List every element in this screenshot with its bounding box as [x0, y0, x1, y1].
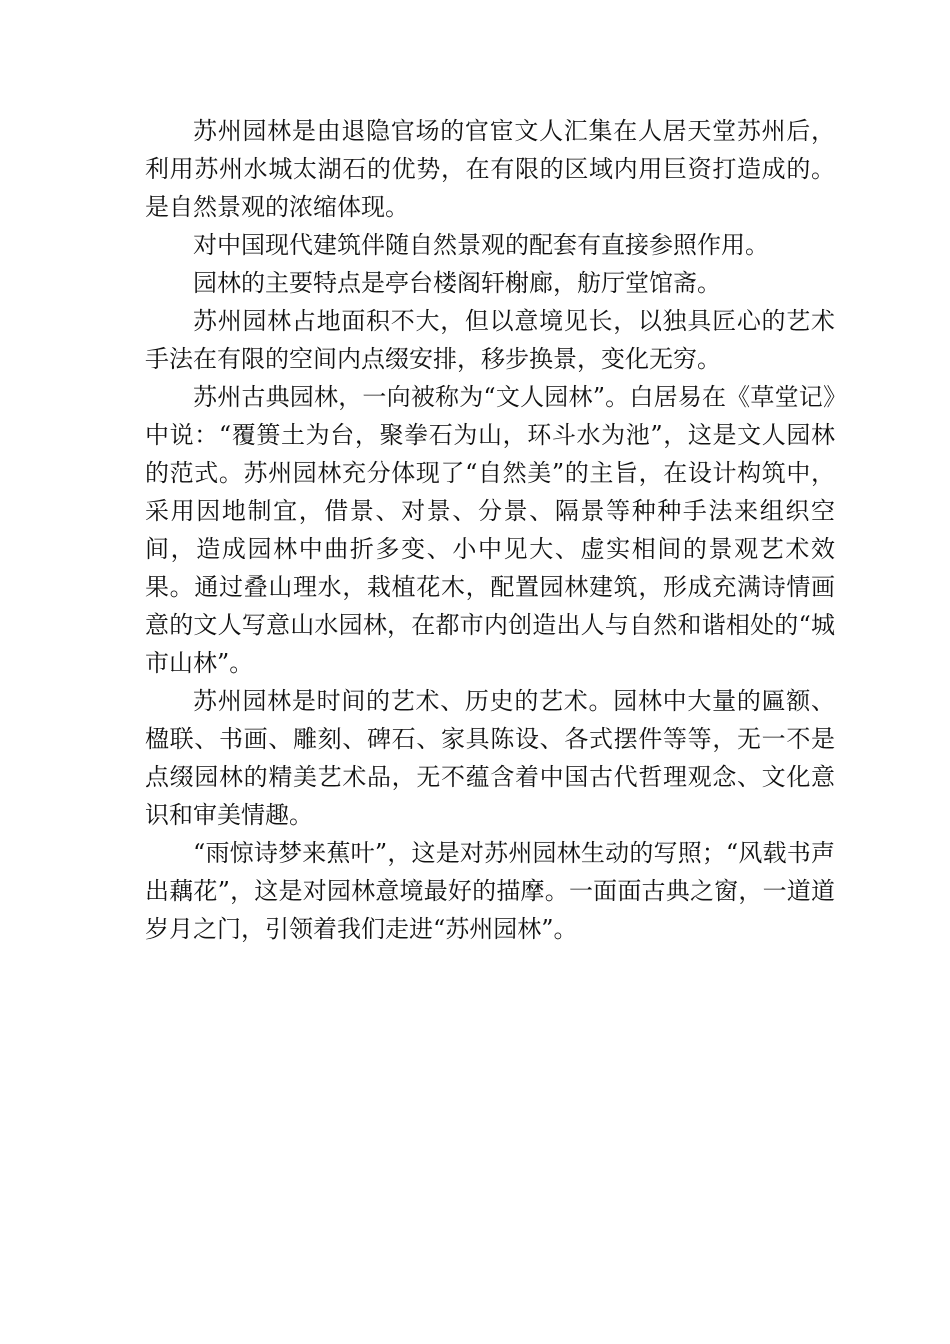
- paragraph-1: 苏州园林是由退隐官场的官宦文人汇集在人居天堂苏州后，利用苏州水城太湖石的优势，在有限的区域内用巨资打造成的。是自然景观的浓缩体现。: [145, 117, 835, 221]
- document-body: [145, 112, 835, 948]
- paragraph-6: 苏州园林是时间的艺术、历史的艺术。园林中大量的匾额、楹联、书画、雕刻、碑石、家具陈设、各式摆件等等，无一不是点缀园林的精美艺术品，无不蕴含着中国古代哲理观念、文化意识和审美情趣。: [145, 687, 835, 829]
- paragraph-3: 园林的主要特点是亭台楼阁轩榭廊，舫厅堂馆斋。: [193, 269, 721, 297]
- paragraph-7: “雨惊诗梦来蕉叶”，这是对苏州园林生动的写照；“风载书声出藕花”，这是对园林意境最好的描摩。一面面古典之窗，一道道岁月之门，引领着我们走进“苏州园林”。: [145, 839, 835, 943]
- paragraph-4: 苏州园林占地面积不大，但以意境见长，以独具匠心的艺术手法在有限的空间内点缀安排，移步换景，变化无穷。: [145, 307, 835, 373]
- paragraph-2: 对中国现代建筑伴随自然景观的配套有直接参照作用。: [193, 231, 769, 259]
- paragraph-5: 苏州古典园林，一向被称为“文人园林”。白居易在《草堂记》中说：“覆篑土为台，聚拳石为山，环斗水为池”，这是文人园林的范式。苏州园林充分体现了“自然美”的主旨，在设计构筑中，采用因地制宜，借景、对景、分景、隔景等种种手法来组织空间，造成园林中曲折多变、小中见大、虚实相间的景观艺术效果。通过叠山理水，栽植花木，配置园林建筑，形成充满诗情画意的文人写意山水园林，在都市内创造出人与自然和谐相处的“城市山林”。: [145, 383, 835, 677]
